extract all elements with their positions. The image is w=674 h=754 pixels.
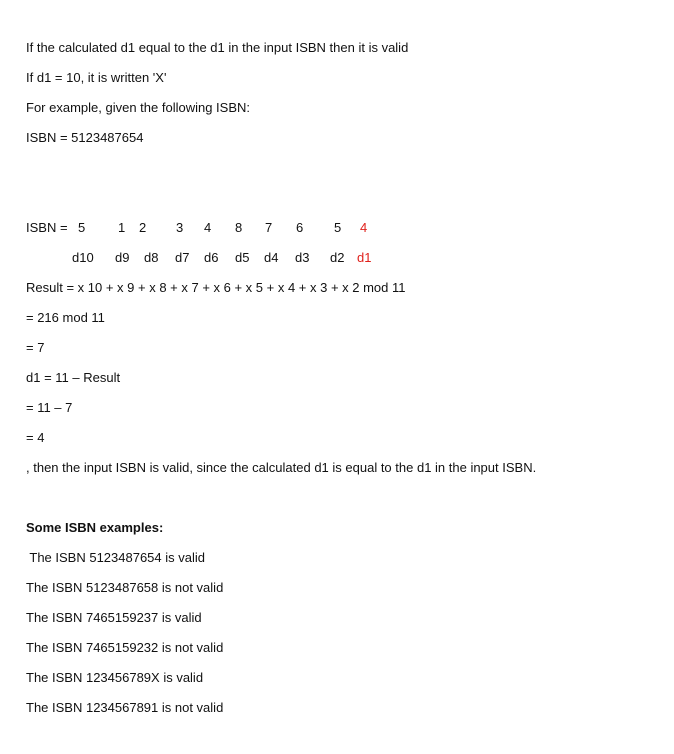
d1-value: = 4 [26,430,45,445]
isbn-line: ISBN = 5123487654 [26,130,144,145]
digit-d2: 5 [334,220,342,235]
conclusion-line: , then the input ISBN is valid, since the calculated d1 is equal to the d1 in the input ISBN. [26,460,537,475]
position-d8: d8 [144,250,159,265]
digit-d9: 1 [118,220,126,235]
digit-d5: 8 [235,220,243,235]
example-item: The ISBN 1234567891 is not valid [26,700,224,715]
position-d4: d4 [264,250,279,265]
position-d6: d6 [204,250,219,265]
position-d5: d5 [235,250,250,265]
example-item: The ISBN 123456789X is valid [26,670,204,685]
d1-substitution: = 11 – 7 [26,400,73,415]
example-item: The ISBN 7465159232 is not valid [26,640,224,655]
digit-d10: 5 [78,220,86,235]
position-d9: d9 [115,250,130,265]
position-d1: d1 [357,250,372,265]
digit-d8: 2 [139,220,147,235]
examples-heading: Some ISBN examples: [26,520,164,535]
result-value-line: = 7 [26,340,45,355]
digit-d6: 4 [204,220,212,235]
example-intro: For example, given the following ISBN: [26,100,250,115]
rule-line-valid: If the calculated d1 equal to the d1 in the input ISBN then it is valid [26,40,409,55]
digit-d3: 6 [296,220,304,235]
d1-formula: d1 = 11 – Result [26,370,121,385]
isbn-label: ISBN = [26,220,68,235]
example-item: The ISBN 5123487654 is valid [26,550,205,565]
digit-d4: 7 [265,220,273,235]
position-d7: d7 [175,250,190,265]
position-d2: d2 [330,250,345,265]
example-item: The ISBN 5123487658 is not valid [26,580,224,595]
example-item: The ISBN 7465159237 is valid [26,610,202,625]
digit-d7: 3 [176,220,184,235]
digit-d1: 4 [360,220,368,235]
result-mod-line: = 216 mod 11 [26,310,105,325]
rule-line-x: If d1 = 10, it is written 'X' [26,70,167,85]
result-formula: Result = x 10 + x 9 + x 8 + x 7 + x 6 + x 5 + x 4 + x 3 + x 2 mod 11 [26,280,406,295]
position-d10: d10 [72,250,94,265]
position-d3: d3 [295,250,310,265]
